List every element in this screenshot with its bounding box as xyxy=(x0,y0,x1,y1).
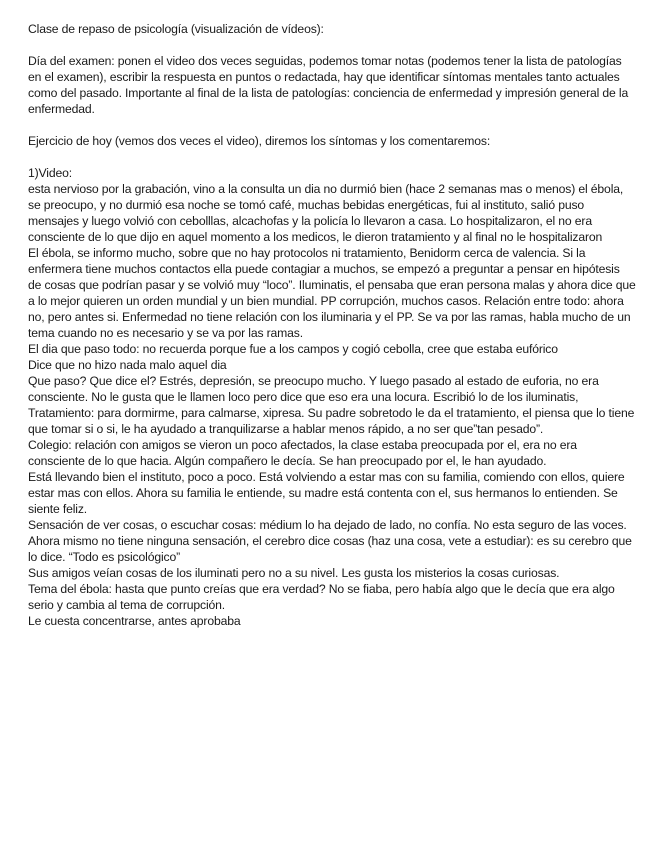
section-heading: 1)Video: xyxy=(28,166,72,180)
intro-paragraph: Día del examen: ponen el video dos veces seguidas, podemos tomar notas (podemos tener la lista de patologías en el examen), escribir la respuesta en puntos o redactada, hay que identificar síntomas mentales tanto actuales como del pasado. Importante al final de la lista de patologías: conciencia de enfermedad y impresión general de la enfermedad. xyxy=(28,54,629,116)
spacer xyxy=(28,149,636,165)
paragraph: Dice que no hizo nada malo aquel dia xyxy=(28,358,227,372)
exercise-paragraph: Ejercicio de hoy (vemos dos veces el video), diremos los síntomas y los comentaremos: xyxy=(28,134,491,148)
paragraph: Le cuesta concentrarse, antes aprobaba xyxy=(28,614,241,628)
spacer xyxy=(28,117,636,133)
spacer xyxy=(28,37,636,53)
paragraph: Tema del ébola: hasta que punto creías que era verdad? No se fiaba, pero había algo que le decía que era algo serio y cambia al tema de corrupción. xyxy=(28,582,615,612)
document-page xyxy=(28,21,636,629)
paragraph: Sensación de ver cosas, o escuchar cosas: médium lo ha dejado de lado, no confía. No esta seguro de las voces. xyxy=(28,518,627,532)
paragraph: Colegio: relación con amigos se vieron un poco afectados, la clase estaba preocupada por el, era no era consciente de lo que hacia. Algún compañero le decía. Se han preocupado por el, le han ayudado. xyxy=(28,438,577,468)
paragraph: Ahora mismo no tiene ninguna sensación, el cerebro dice cosas (haz una cosa, vete a estudiar): es su cerebro que lo dice. “Todo es psicológico” xyxy=(28,534,632,564)
paragraph: Que paso? Que dice el? Estrés, depresión, se preocupo mucho. Y luego pasado al estado de euforia, no era consciente. No le gusta que le llamen loco pero dice que eso era una locura. Escribió lo de los iluminatis, xyxy=(28,374,599,404)
paragraph: Sus amigos veían cosas de los iluminati pero no a su nivel. Les gusta los misterios la cosas curiosas. xyxy=(28,566,560,580)
paragraph: El ébola, se informo mucho, sobre que no hay protocolos ni tratamiento, Benidorm cerca de valencia. Si la enfermera tiene muchos contactos ella puede contagiar a muchos, se empezó a preguntar a pensar en hipótesis de cosas que podrían pasar y se volvió muy “loco”. Iluminatis, el pensaba que eran persona malas y ahora dice que a lo mejor quieren un orden mundial y un bien mundial. PP corrupción, muchos casos. Relación entre todo: ahora no, pero antes si. Enfermedad no tiene relación con los iluminaria y el PP. Se va por las ramas, habla mucho de un tema cuando no es necesario y se va por las ramas. xyxy=(28,246,636,340)
paragraph: Está llevando bien el instituto, poco a poco. Está volviendo a estar mas con su familia, comiendo con ellos, quiere estar mas con ellos. Ahora su familia le entiende, su madre está contenta con el, sus hermanos lo entienden. Se siente feliz. xyxy=(28,470,625,516)
document-title: Clase de repaso de psicología (visualización de vídeos): xyxy=(28,22,324,36)
paragraph: Tratamiento: para dormirme, para calmarse, xipresa. Su padre sobretodo le da el tratamiento, el piensa que lo tiene que tomar si o si, le ha ayudado a tranquilizarse a hablar menos rápido, a no ser que”tan pesado”. xyxy=(28,406,635,436)
paragraph: esta nervioso por la grabación, vino a la consulta un dia no durmió bien (hace 2 semanas mas o menos) el ébola, se preocupo, y no durmió esa noche se tomó café, muchas bebidas energéticas, fui al instituto, salió puso mensajes y luego volvió con cebolllas, alcachofas y la policía lo llevaron a casa. Lo hospitalizaron, el no era consciente de lo que dijo en aquel momento a los medicos, le dieron tratamiento y al final no le hospitalizaron xyxy=(28,182,624,244)
paragraph: El dia que paso todo: no recuerda porque fue a los campos y cogió cebolla, cree que estaba eufórico xyxy=(28,342,558,356)
